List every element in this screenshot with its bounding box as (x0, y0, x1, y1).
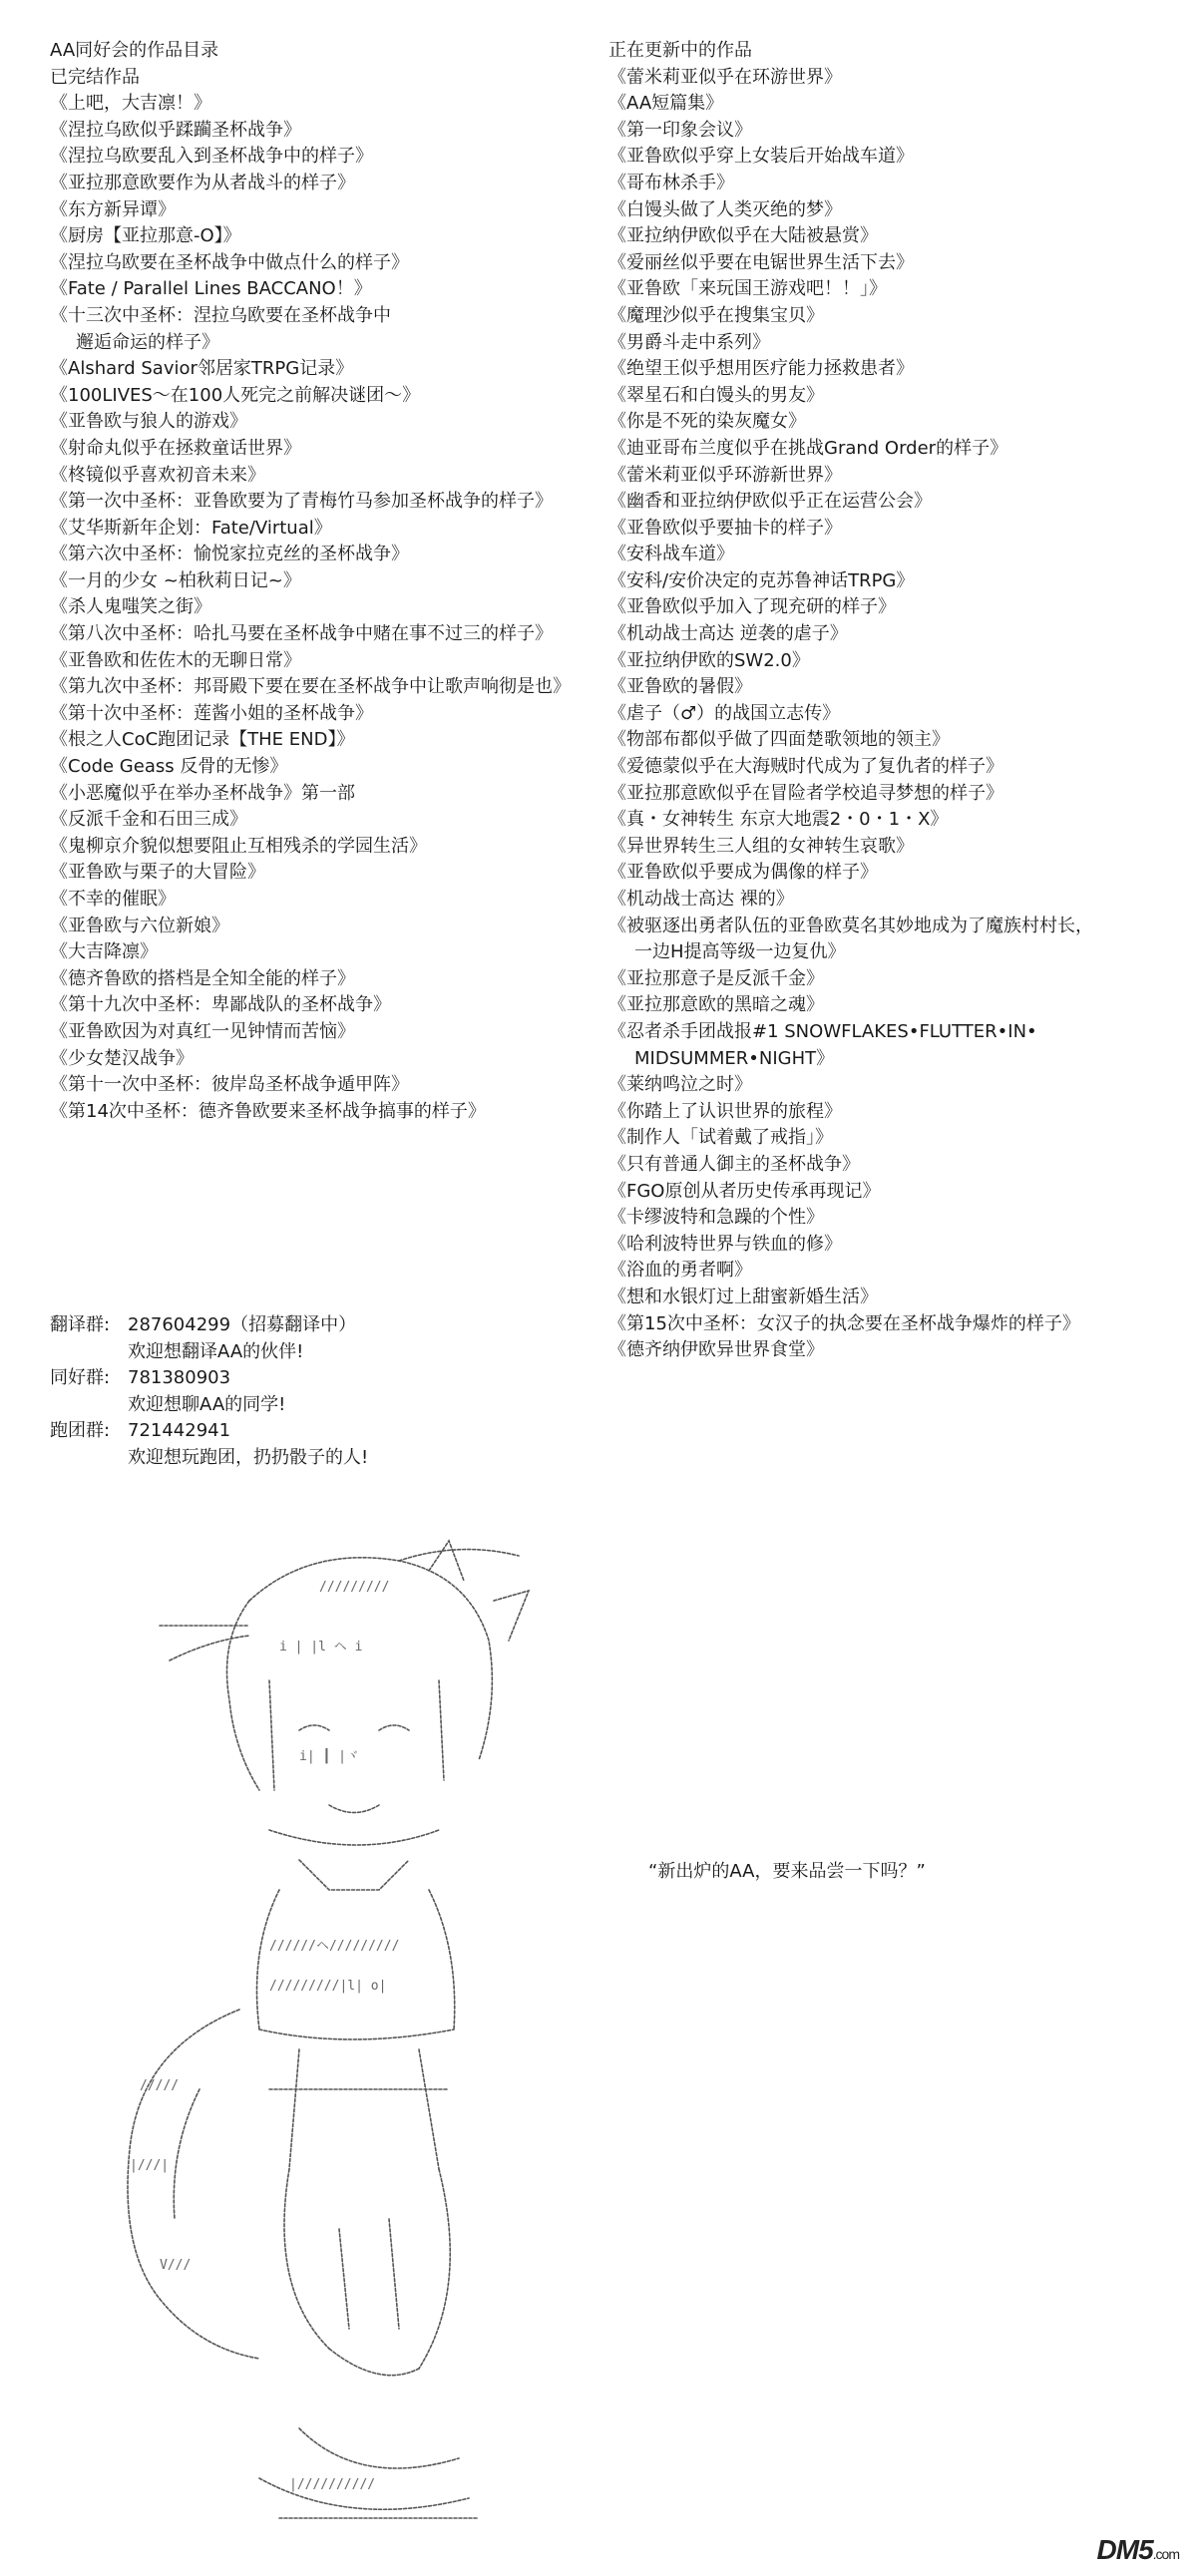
translate-group-number: 287604299（招募翻译中） (128, 1314, 357, 1335)
ongoing-work-item: 《亚鲁欧的暑假》 (608, 676, 752, 698)
completed-work-item: 《第八次中圣杯：哈扎马要在圣杯战争中赌在事不过三的样子》 (50, 623, 553, 645)
completed-work-item: 《厨房【亚拉那意-O】》 (50, 225, 241, 247)
translate-group-label: 翻译群: (50, 1314, 111, 1335)
ongoing-work-item: MIDSUMMER•NIGHT》 (634, 1047, 835, 1069)
ongoing-work-item: 《机动战士高达 逆袭的虐子》 (608, 623, 848, 645)
completed-work-item: 《上吧，大吉凛！》 (50, 93, 211, 115)
ascii-art-illustration (100, 1531, 628, 2548)
completed-work-item: 《鬼柳京介貌似想要阻止互相残杀的学园生活》 (50, 835, 427, 857)
site-logo-sub: .com (1152, 2546, 1179, 2562)
completed-works-heading: 已完结作品 (50, 66, 140, 88)
ongoing-work-item: 《蕾米莉亚似乎在环游世界》 (608, 66, 842, 88)
ongoing-work-item: 《忍者杀手团战报#1 SNOWFLAKES•FLUTTER•IN• (608, 1020, 1037, 1042)
ongoing-work-item: 《想和水银灯过上甜蜜新婚生活》 (608, 1286, 878, 1307)
ongoing-work-item: 《第一印象会议》 (608, 119, 752, 141)
completed-work-item: 邂逅命运的样子》 (76, 331, 219, 353)
completed-work-item: 《亚鲁欧和佐佐木的无聊日常》 (50, 649, 301, 671)
translate-group-welcome: 欢迎想翻译AA的伙伴! (128, 1340, 304, 1362)
ongoing-works-heading: 正在更新中的作品 (608, 40, 752, 61)
ongoing-work-item: 《亚鲁欧似乎要抽卡的样子》 (608, 517, 842, 539)
completed-work-item: 《Fate / Parallel Lines BACCANO！》 (50, 278, 372, 300)
svg-text:i| ┃ |ヾ: i| ┃ |ヾ (299, 1749, 359, 1764)
fan-group-number: 781380903 (128, 1367, 231, 1389)
ongoing-work-item: 《亚鲁欧「来玩国王游戏吧！！」》 (608, 278, 887, 300)
completed-work-item: 《亚鲁欧与栗子的大冒险》 (50, 862, 265, 884)
completed-work-item: 《柊镜似乎喜欢初音未来》 (50, 464, 265, 486)
ongoing-work-item: 《卡缪波特和急躁的个性》 (608, 1207, 824, 1229)
ongoing-work-item: 《哥布林杀手》 (608, 172, 734, 193)
ongoing-work-item: 《亚拉那意欧似乎在冒险者学校追寻梦想的样子》 (608, 782, 1003, 804)
ongoing-work-item: 《亚鲁欧似乎加入了现充研的样子》 (608, 596, 896, 618)
fan-group-label: 同好群: (50, 1367, 111, 1389)
ongoing-work-item: 《蕾米莉亚似乎环游新世界》 (608, 464, 842, 486)
ongoing-work-item: 《机动战士高达 裸的》 (608, 889, 794, 910)
ongoing-work-item: 《幽香和亚拉纳伊欧似乎正在运营公会》 (608, 491, 932, 513)
ongoing-work-item: 《物部布都似乎做了四面楚歌领地的领主》 (608, 729, 950, 751)
ongoing-work-item: 《只有普通人御主的圣杯战争》 (608, 1153, 860, 1175)
illustration-caption: “新出炉的AA，要来品尝一下吗？” (648, 1861, 926, 1882)
completed-work-item: 《Code Geass 反骨的无惨》 (50, 756, 288, 778)
completed-work-item: 《第六次中圣杯：愉悦家拉克丝的圣杯战争》 (50, 544, 409, 565)
ongoing-work-item: 《亚拉纳伊欧的SW2.0》 (608, 649, 810, 671)
completed-work-item: 《一月的少女 ~柏秋莉日记~》 (50, 569, 301, 591)
ongoing-work-item: 《迪亚哥布兰度似乎在挑战Grand Order的样子》 (608, 437, 1008, 459)
ongoing-work-item: 《亚拉纳伊欧似乎在大陆被悬赏》 (608, 225, 878, 247)
svg-text:i | |l ヘ i: i | |l ヘ i (279, 1640, 363, 1655)
completed-work-item: 《亚鲁欧与六位新娘》 (50, 915, 229, 936)
group-info (50, 1312, 608, 1472)
completed-work-item: 《少女楚汉战争》 (50, 1047, 194, 1069)
svg-text:|//////////: |////////// (289, 2477, 376, 2492)
rp-group-label: 跑团群: (50, 1420, 111, 1442)
ongoing-work-item: 《FGO原创从者历史传承再现记》 (608, 1180, 881, 1202)
completed-work-item: 《涅拉乌欧要在圣杯战争中做点什么的样子》 (50, 251, 409, 273)
completed-work-item: 《第14次中圣杯：德齐鲁欧要来圣杯战争搞事的样子》 (50, 1100, 486, 1122)
completed-work-item: 《涅拉乌欧似乎蹂躏圣杯战争》 (50, 119, 301, 141)
ongoing-work-item: 《安科战车道》 (608, 544, 734, 565)
ongoing-works-column (608, 38, 1187, 1364)
completed-work-item: 《第十一次中圣杯：彼岸岛圣杯战争遁甲阵》 (50, 1074, 409, 1096)
completed-work-item: 《德齐鲁欧的搭档是全知全能的样子》 (50, 967, 355, 989)
svg-text://///: ///// (140, 2078, 180, 2093)
completed-work-item: 《小恶魔似乎在举办圣杯战争》第一部 (50, 782, 355, 804)
ongoing-work-item: 《被驱逐出勇者队伍的亚鲁欧莫名其妙地成为了魔族村村长， (608, 915, 1093, 936)
ongoing-work-item: 《魔理沙似乎在搜集宝贝》 (608, 304, 824, 326)
ongoing-work-item: 《莱纳鸣泣之时》 (608, 1074, 752, 1096)
ongoing-work-item: 《爱德蒙似乎在大海贼时代成为了复仇者的样子》 (608, 756, 1003, 778)
completed-work-item: 《杀人鬼嗤笑之街》 (50, 596, 211, 618)
completed-work-item: 《十三次中圣杯：涅拉乌欧要在圣杯战争中 (50, 304, 391, 326)
svg-text://///////: ///////// (319, 1580, 390, 1595)
rp-group-number: 721442941 (128, 1420, 231, 1442)
ongoing-work-item: 《德齐纳伊欧异世界食堂》 (608, 1339, 824, 1361)
completed-work-item: 《射命丸似乎在拯救童话世界》 (50, 437, 301, 459)
ongoing-work-item: 《哈利波特世界与铁血的修》 (608, 1233, 842, 1255)
svg-text://////ヘ/////////: //////ヘ///////// (269, 1939, 400, 1954)
site-logo (1097, 2534, 1179, 2566)
ongoing-work-item: 《男爵斗走中系列》 (608, 331, 770, 353)
completed-work-item: 《第十次中圣杯：莲酱小姐的圣杯战争》 (50, 702, 373, 724)
completed-work-item: 《反派千金和石田三成》 (50, 809, 247, 831)
completed-works-list (50, 91, 608, 1125)
completed-work-item: 《100LIVES～在100人死完之前解决谜团～》 (50, 384, 421, 406)
ongoing-work-item: 《异世界转生三人组的女神转生哀歌》 (608, 835, 914, 857)
ongoing-work-item: 《浴血的勇者啊》 (608, 1260, 752, 1282)
completed-work-item: 《Alshard Savior邻居家TRPG记录》 (50, 358, 354, 380)
ongoing-work-item: 《翠星石和白馒头的男友》 (608, 384, 824, 406)
completed-works-column (50, 38, 608, 1125)
svg-text:|///|: |///| (130, 2158, 170, 2173)
ongoing-work-item: 《白馒头做了人类灭绝的梦》 (608, 198, 842, 220)
ongoing-work-item: 《绝望王似乎想用医疗能力拯救患者》 (608, 358, 914, 380)
ongoing-work-item: 《亚拉那意子是反派千金》 (608, 967, 824, 989)
ongoing-work-item: 《真・女神转生 东京大地震2・0・1・X》 (608, 809, 949, 831)
completed-work-item: 《不幸的催眠》 (50, 889, 176, 910)
svg-text://///////|l| o|: /////////|l| o| (269, 1979, 387, 1994)
site-logo-main: DM5 (1096, 2534, 1153, 2565)
completed-work-item: 《第一次中圣杯：亚鲁欧要为了青梅竹马参加圣杯战争的样子》 (50, 491, 553, 513)
ongoing-work-item: 《制作人「试着戴了戒指」》 (608, 1127, 833, 1149)
ongoing-work-item: 《第15次中圣杯：女汉子的执念要在圣杯战争爆炸的样子》 (608, 1312, 1080, 1334)
completed-work-item: 《东方新异谭》 (50, 198, 176, 220)
ascii-art-figure (100, 1531, 628, 2548)
completed-work-item: 《涅拉乌欧要乱入到圣杯战争中的样子》 (50, 146, 373, 168)
ongoing-work-item: 《安科/安价决定的克苏鲁神话TRPG》 (608, 569, 915, 591)
ongoing-works-list (608, 65, 1187, 1364)
completed-work-item: 《大吉降凛》 (50, 941, 158, 963)
catalog-title: AA同好会的作品目录 (50, 40, 219, 61)
completed-work-item: 《根之人CoC跑团记录【THE END】》 (50, 729, 355, 751)
ongoing-work-item: 《虐子（♂）的战国立志传》 (608, 702, 841, 724)
ongoing-work-item: 《AA短篇集》 (608, 93, 724, 115)
completed-work-item: 《亚鲁欧与狼人的游戏》 (50, 411, 247, 433)
completed-work-item: 《第九次中圣杯：邦哥殿下要在要在圣杯战争中让歌声响彻是也》 (50, 676, 571, 698)
svg-text:V///: V/// (160, 2258, 192, 2273)
completed-work-item: 《亚拉那意欧要作为从者战斗的样子》 (50, 172, 355, 193)
ongoing-work-item: 《亚鲁欧似乎穿上女装后开始战车道》 (608, 146, 914, 168)
ongoing-work-item: 《你是不死的染灰魔女》 (608, 411, 806, 433)
completed-work-item: 《第十九次中圣杯：卑鄙战队的圣杯战争》 (50, 994, 391, 1016)
ongoing-work-item: 《你踏上了认识世界的旅程》 (608, 1100, 842, 1122)
ongoing-work-item: 《爱丽丝似乎要在电锯世界生活下去》 (608, 251, 914, 273)
completed-work-item: 《艾华斯新年企划：Fate/Virtual》 (50, 517, 332, 539)
ongoing-work-item: 《亚鲁欧似乎要成为偶像的样子》 (608, 862, 878, 884)
rp-group-welcome: 欢迎想玩跑团，扔扔骰子的人! (128, 1446, 369, 1468)
fan-group-welcome: 欢迎想聊AA的同学! (128, 1393, 286, 1415)
completed-work-item: 《亚鲁欧因为对真红一见钟情而苦恼》 (50, 1020, 355, 1042)
ongoing-work-item: 一边H提高等级一边复仇》 (634, 941, 846, 963)
ongoing-work-item: 《亚拉那意欧的黑暗之魂》 (608, 994, 824, 1016)
